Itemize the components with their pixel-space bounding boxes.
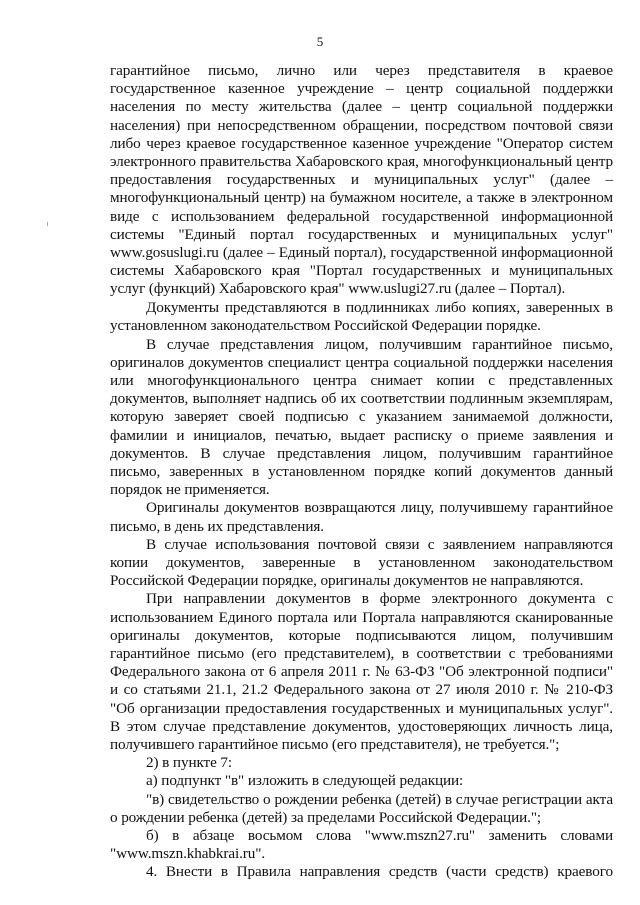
paragraph-copies-procedure: В случае представления лицом, получившим гарантийное письмо, оригиналов документов специалист центра социальной поддержки населения или многофункционального центра снимает копии с представленных документов, выполняет надпись об их соответствии подлинным экземплярам, которую заверяет своей подписью с указанием занимаемой должности, фамилии и инициалов, печатью, выдает расписку о приеме заявления и документов. В случае представления лицом, получившим гарантийное письмо, заверенных в установленном порядке копий документов данный порядок не применяется. <box>110 335 613 499</box>
document-body <box>110 62 613 882</box>
item-subpoint-v-text: "в) свидетельство о рождении ребенка (детей) в случае регистрации акта о рождении ребенка (детей) за пределами Российской Федерации."; <box>110 790 613 826</box>
paragraph-documents-originals: Документы представляются в подлинниках либо копиях, заверенных в установленном законодательством Российской Федерации порядке. <box>110 299 613 335</box>
paragraph-electronic: При направлении документов в форме электронного документа с использованием Единого портала или Портала направляются сканированные оригиналы документов, которые подписываются лицом, получившим гарантийное письмо (его представителем), в соответствии с требованиями Федерального закона от 6 апреля 2011 г. № 63-ФЗ "Об электронной подписи" и со статьями 21.1, 21.2 Федерального закона от 27 июля 2010 г. № 210-ФЗ "Об организации предоставления государственных и муниципальных услуг". В этом случае представление документов, удостоверяющих личность лица, получившего гарантийное письмо (его представителя), не требуется."; <box>110 590 613 754</box>
margin-mark <box>47 222 48 226</box>
item-section-4: 4. Внести в Правила направления средств (части средств) краевого <box>146 863 613 881</box>
paragraph-continuation: гарантийное письмо, лично или через представителя в краевое государственное казенное учреждение – центр социальной поддержки населения по месту жительства (далее – центр социальной поддержки населения) при непосредственном обращении, посредством почтовой связи либо через краевое государственное казенное учреждение "Оператор систем электронного правительства Хабаровского края, многофункциональный центр предоставления государственных и муниципальных услуг" (далее – многофункциональный центр) на бумажном носителе, а также в электронном виде с использованием федеральной государственной информационной системы "Единый портал государственных и муниципальных услуг" www.gosuslugi.ru (далее – Единый портал), государственной информационной системы Хабаровского края "Портал государственных и муниципальных услуг (функций) Хабаровского края" www.uslugi27.ru (далее – Портал). <box>110 62 613 298</box>
item-point-7: 2) в пункте 7: <box>146 754 233 772</box>
item-subpoint-b: б) в абзаце восьмом слова "www.mszn27.ru" заменить словами "www.mszn.khabkrai.ru". <box>110 827 613 863</box>
item-subpoint-a: а) подпункт "в" изложить в следующей редакции: <box>146 772 464 790</box>
paragraph-postal: В случае использования почтовой связи с заявлением направляются копии документов, заверенные в установленном законодательством Российской Федерации порядке, оригиналы документов не направляются. <box>110 535 613 590</box>
page-number: 5 <box>316 34 324 49</box>
paragraph-return-originals: Оригиналы документов возвращаются лицу, получившему гарантийное письмо, в день их представления. <box>110 499 613 535</box>
